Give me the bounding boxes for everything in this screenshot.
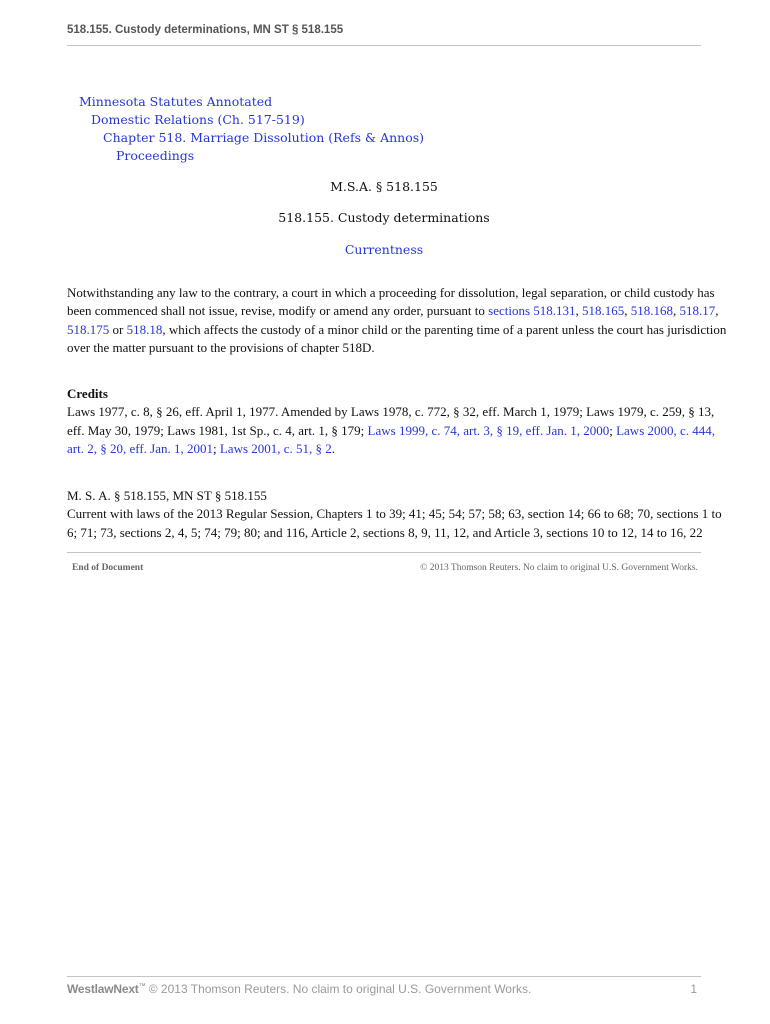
credits-section xyxy=(67,385,716,458)
statute-body xyxy=(67,284,727,357)
credits-line-3 xyxy=(67,440,707,458)
currency-line-2: 6; 71; 73, sections 2, 4, 5; 74; 79; 80; and 116, Article 2, sections 8, 9, 11, 12, and Article 3, sections 10 to 12, 14 to 16, 22 xyxy=(67,524,703,540)
end-of-document-copyright: © 2013 Thomson Reuters. No claim to original U.S. Government Works. xyxy=(420,563,698,573)
separator: , xyxy=(715,303,719,319)
body-text: been commenced shall not issue, revise, modify or amend any order, pursuant to xyxy=(67,303,489,319)
separator: , xyxy=(673,303,680,319)
separator: ; xyxy=(212,440,220,456)
body-line-4: over the matter pursuant to the provisions of chapter 518D. xyxy=(67,339,375,355)
page-header-title: 518.155. Custody determinations, MN ST § 518.155 xyxy=(67,24,344,36)
separator: ; xyxy=(609,422,617,438)
credits-text: eff. May 30, 1979; Laws 1981, 1st Sp., c. 4, art. 1, § 179; xyxy=(67,422,368,438)
credits-heading: Credits xyxy=(67,386,108,401)
breadcrumb-minnesota-statutes[interactable]: Minnesota Statutes Annotated xyxy=(79,94,273,109)
currency-line-1: Current with laws of the 2013 Regular Session, Chapters 1 to 39; 41; 45; 54; 57; 58; 63, section 14; 66 to 68; 70, sections 1 to xyxy=(67,506,722,522)
credits-line-1: Laws 1977, c. 8, § 26, eff. April 1, 1977. Amended by Laws 1978, c. 772, § 32, eff. March 1, 1979; Laws 1979, c. 259, § 13, xyxy=(67,404,715,420)
separator: , xyxy=(624,303,631,319)
link-518-168[interactable]: 518.168 xyxy=(630,303,674,319)
breadcrumb-domestic-relations[interactable]: Domestic Relations (Ch. 517-519) xyxy=(91,112,305,127)
separator: , xyxy=(575,303,583,319)
or-text: or xyxy=(109,321,127,337)
brand-text: WestlawNext xyxy=(67,982,139,996)
westlawnext-logo xyxy=(67,982,145,996)
breadcrumb-proceedings[interactable]: Proceedings xyxy=(116,148,195,163)
link-518-17[interactable]: 518.17 xyxy=(679,303,716,319)
link-laws-2001[interactable]: Laws 2001, c. 51, § 2 xyxy=(219,440,332,456)
link-sections-518-131[interactable]: sections 518.131 xyxy=(488,303,576,319)
link-laws-1999[interactable]: Laws 1999, c. 74, art. 3, § 19, eff. Jan. 1, 2000 xyxy=(367,422,610,438)
header-divider xyxy=(67,45,701,46)
footer-copyright: © 2013 Thomson Reuters. No claim to original U.S. Government Works. xyxy=(145,982,532,996)
trademark: ™ xyxy=(138,983,146,990)
link-laws-2000-cont[interactable]: art. 2, § 20, eff. Jan. 1, 2001 xyxy=(67,440,213,456)
body-line-1: Notwithstanding any law to the contrary, a court in which a proceeding for dissolution, legal separation, or child custody has xyxy=(67,285,715,300)
body-text: , which affects the custody of a minor child or the parenting time of a parent unless the court has jurisdiction xyxy=(162,321,727,337)
credits-line-2 xyxy=(67,422,716,440)
currentness-link[interactable]: Currentness xyxy=(344,242,424,257)
link-518-175[interactable]: 518.175 xyxy=(67,321,110,337)
footer-divider xyxy=(67,976,701,977)
currency-cite: M. S. A. § 518.155, MN ST § 518.155 xyxy=(67,488,267,503)
citation: M.S.A. § 518.155 xyxy=(330,179,438,194)
page-footer xyxy=(67,982,701,998)
end-of-document-label: End of Document xyxy=(72,563,144,573)
body-line-3 xyxy=(67,321,727,339)
link-laws-2000[interactable]: Laws 2000, c. 444, xyxy=(616,422,716,438)
section-title: 518.155. Custody determinations xyxy=(278,210,490,225)
link-518-18[interactable]: 518.18 xyxy=(126,321,163,337)
link-518-165[interactable]: 518.165 xyxy=(582,303,625,319)
currency-section xyxy=(67,487,722,542)
end-divider xyxy=(67,552,701,553)
currentness-link-wrap xyxy=(67,242,701,257)
breadcrumb-chapter-518[interactable]: Chapter 518. Marriage Dissolution (Refs & Annos) xyxy=(103,130,425,145)
period: . xyxy=(331,440,336,456)
body-line-2 xyxy=(67,302,719,320)
page-number: 1 xyxy=(690,982,697,996)
